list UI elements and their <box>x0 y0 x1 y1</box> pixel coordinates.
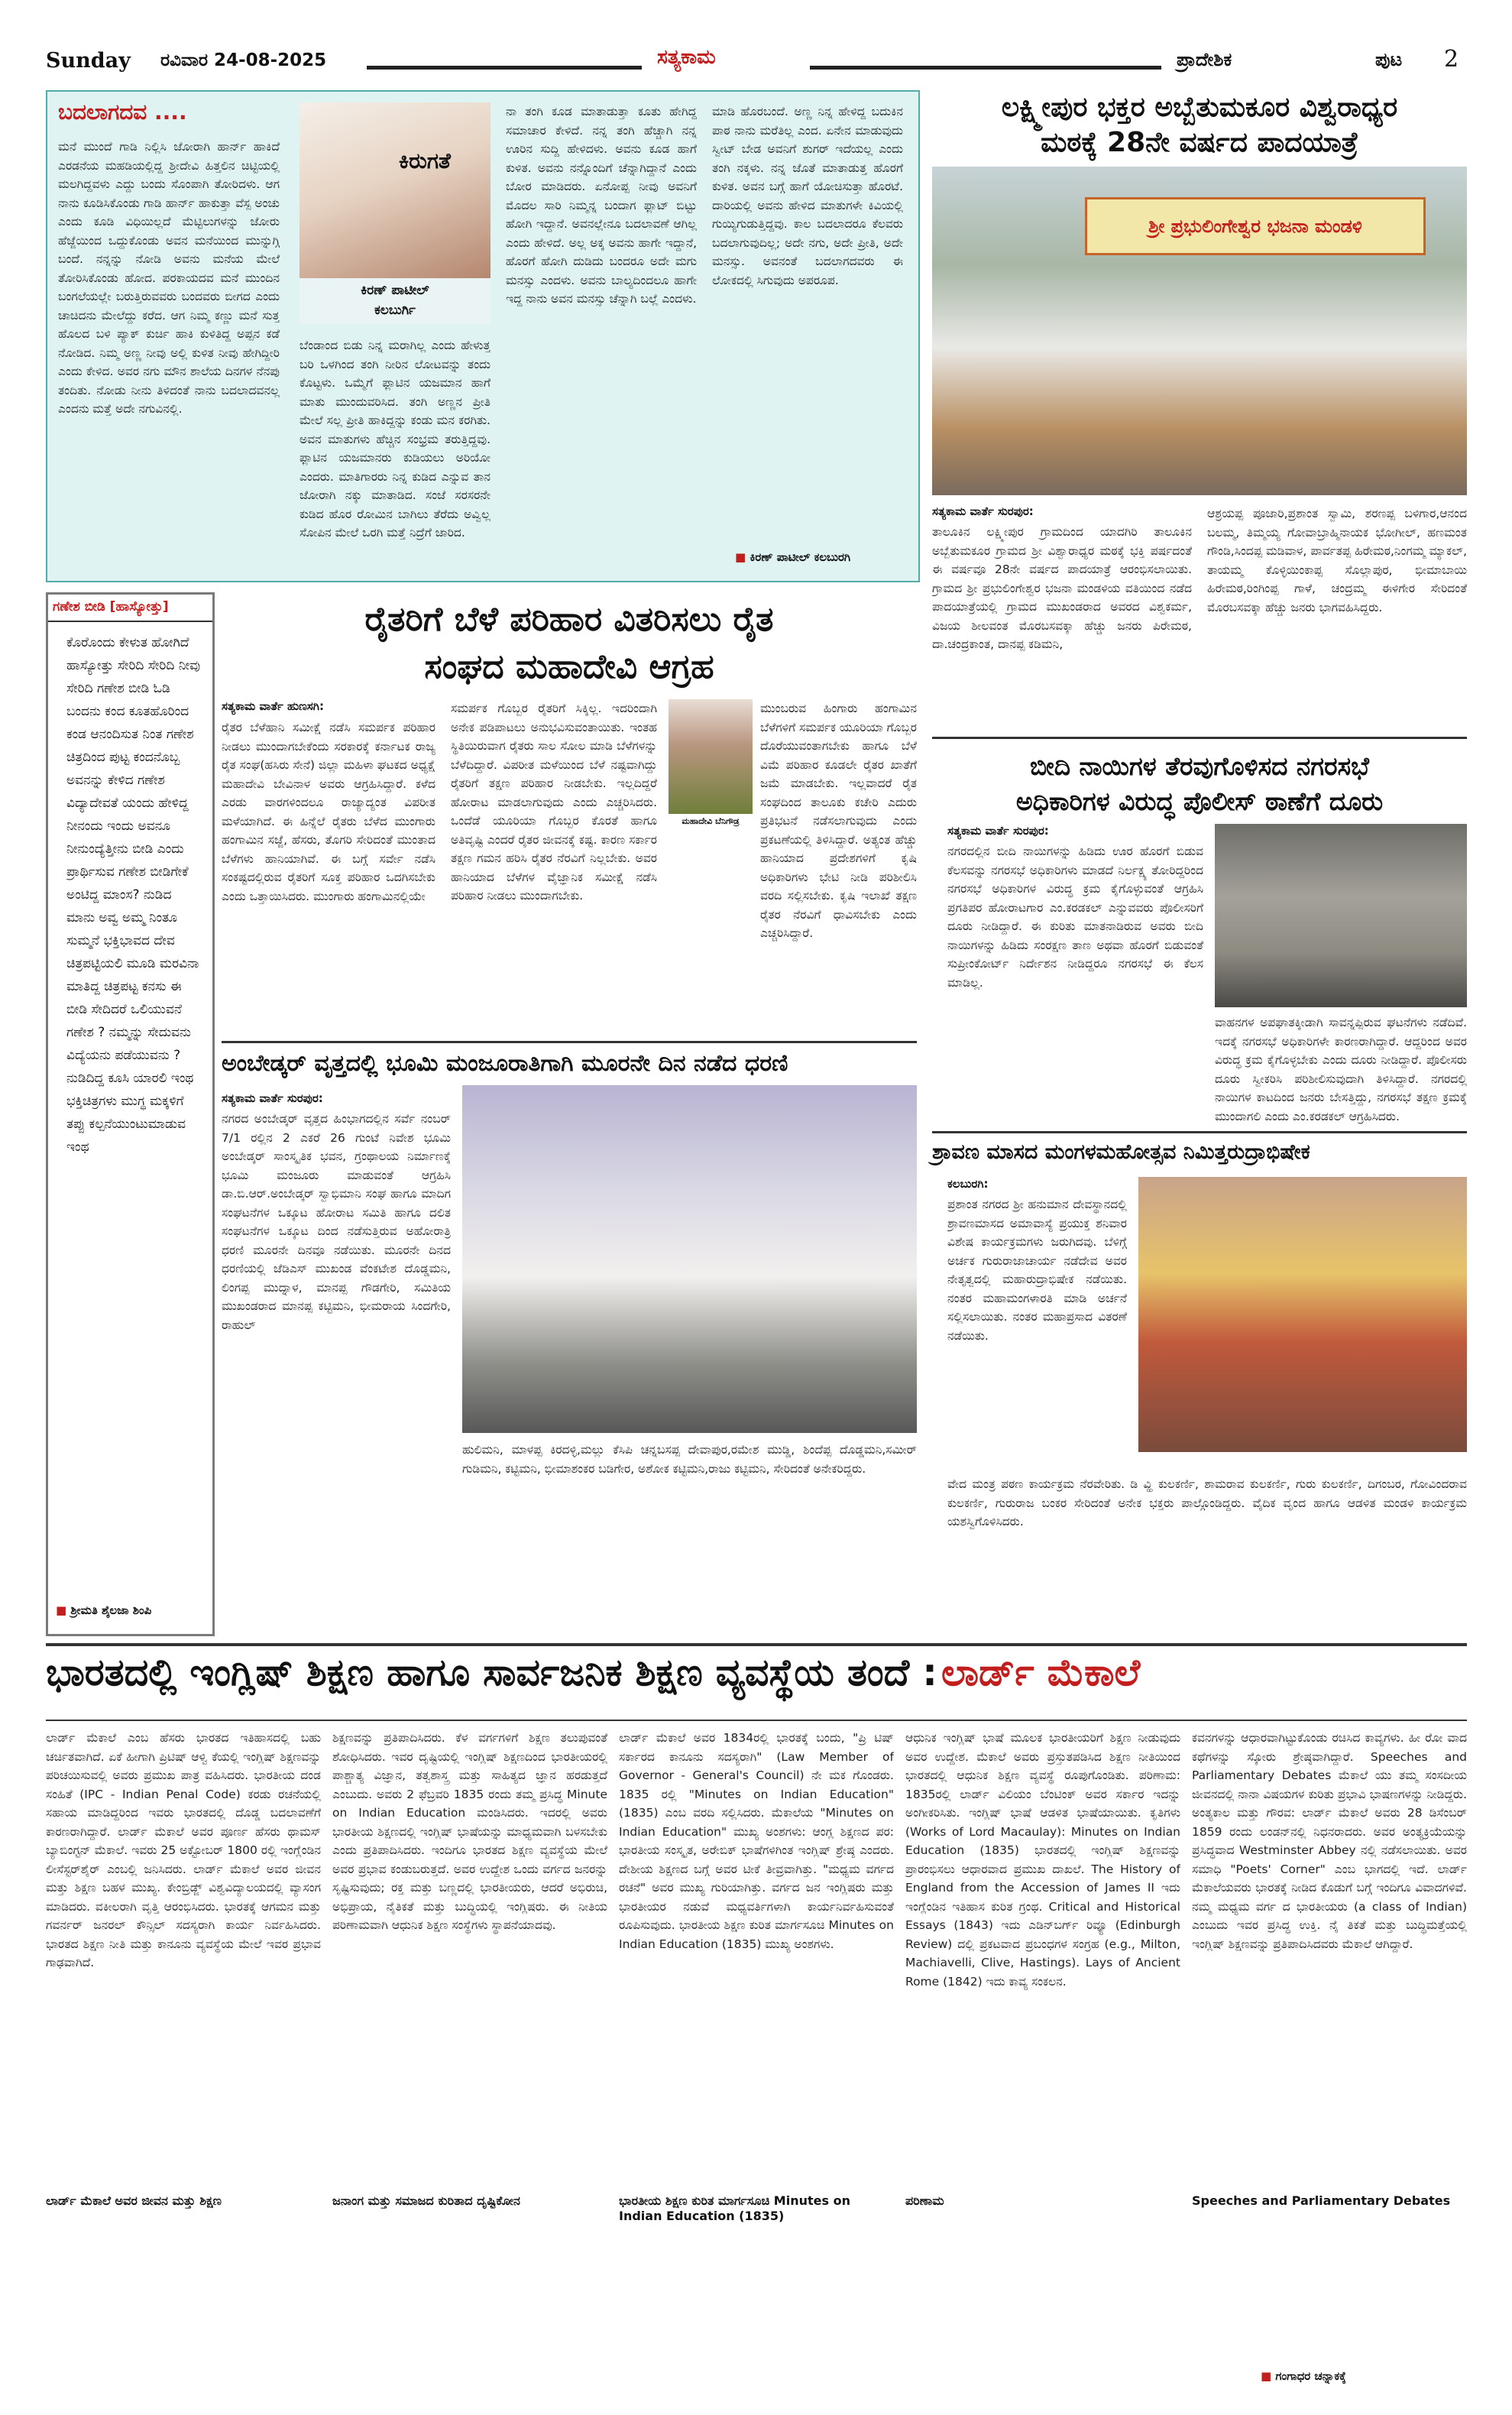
story-text-col3: ನಾ ತಂಗಿ ಕೂಡ ಮಾತಾಡುತ್ತಾ ಕೂತು ಹೇಗಿದ್ದ ಸಮಾಚಾರ ಕೇಳಿದೆ. ನನ್ನ ತಂಗಿ ಹೆಚ್ಚಾಗಿ ನನ್ನ ಊರಿನ ಸುದ್ದಿ ಹೇಳಿದಳು. ಅವನು ಕೂಡ ಹಾಗೆ ಕುಳಿತ. ಅವನು ನನ್ನೊಂದಿಗೆ ಚೆನ್ನಾಗಿದ್ದಾನೆ ಎಂದು ಬೋರ ಮಾಡಿದರು. ಏನೋಪ್ಪ ನೀವು ಅವನಿಗೆ ಮೊದಲ ಸಾರಿ ನಿಮ್ಮನ್ನ ಬಂದಾಗ ಫ್ಲಾಟ್ ಬಿಟ್ಟು ಹೋಗಿ ಇದ್ದಾನೆ. ಅವನಲ್ಲೇನೂ ಬದಲಾವಣೆ ಆಗಿಲ್ಲ ಎಂದು ಹೇಳಿದೆ. ಅಲ್ಲ ಅಕ್ಕ ಅವನು ಹಾಗೇ ಇದ್ದಾನೆ, ಹೊರಗೆ ಹೋಗಿ ದುಡಿದು ಬಂದರೂ ಅದೇ ಮಗು ಮನಸ್ಸು ಎಂದಳು. ಅವನು ಬಾಲ್ಯದಿಂದಲೂ ಹಾಗೇ ಇದ್ದ ನಾನು ಅವನ ಮನಸ್ಸು ಚೆನ್ನಾಗಿ ಬಲ್ಲೆ ಎಂದಳು. <box>506 105 697 306</box>
bele-headline-line2: ಸಂಘದ ಮಹಾದೇವಿ ಆಗ್ರಹ <box>424 647 714 686</box>
ambedkar-photo <box>462 1085 917 1433</box>
masthead-date: ರವಿವಾರ 24-08-2025 <box>160 50 327 70</box>
padayatre-photo <box>932 167 1467 495</box>
ambedkar-headline: ಅಂಬೇಡ್ಕರ್ ವೃತ್ತದಲ್ಲಿ ಭೂಮಿ ಮಂಜೂರಾತಿಗಾಗಿ ಮೂರನೇ ದಿನ ನಡೆದ ಧರಣಿ <box>222 1050 788 1077</box>
photo-caption-place: ಕಲಬುರ್ಗಿ <box>374 303 416 318</box>
story-text-col2: ಬೆಂಡಾಂದ ಬಿಡು ನಿನ್ನ ಮರಾಗಿಲ್ಲ ಎಂದು ಹೇಳುತ್ತ ಬರಿ ಒಳಗಿಂದ ತಂಗಿ ನೀರಿನ ಲೋಟವನ್ನು ತಂದು ಕೊಟ್ಟಳು. ಒಮ್ಮೆಗೆ ಫ್ಲಾಟಿನ ಯಜಮಾನ ಹಾಗೆ ಮಾತು ಮುಂದುವರಿಸಿದ. ತಂಗಿ ಅಣ್ಣನ ಪ್ರೀತಿ ಮೇಲೆ ಸಲ್ಲ ಪ್ರೀತಿ ಹಾಕಿದ್ದನ್ನು ಕಂಡು ಮನ ಕರಗಿತು. ಅವನ ಮಾತುಗಳು ಹೆಚ್ಚಿನ ಸಂಭ್ರಮ ತರುತ್ತಿದ್ದವು. ಫ್ಲಾಟಿನ ಯಜಮಾನರು ಕುಡಿಯಲು ಅರಿಯೋ ಎಂದರು. ಮಾತಿಗಾರರು ನಿನ್ನ ಕುಡಿದ ಎನ್ನುವ ತಾನ ಜೋರಾಗಿ ನಕ್ಕು ಮಾತಾಡಿದ. ಸಂಜೆ ಸರಸರನೇ ಕುಡಿದ ಹೊರ ರೋಮಿನ ಬಾಗಿಲು ತೆರೆದು ಅವ್ವಿಲ್ಲ ಸೋಪಿನ ಮೇಲೆ ಒರಗಿ ಮತ್ತೆ ನಿದ್ರೆಗೆ ಜಾರಿದ. <box>299 339 491 540</box>
divider <box>46 1720 1467 1721</box>
poem-title: ಗಣೇಶ ಬೀಡಿ [ಹಾಸ್ಯೋತ್ತು] <box>53 599 169 614</box>
ambedkar-text: ನಗರದ ಅಂಬೇಡ್ಕರ್ ವೃತ್ತದ ಹಿಂಭಾಗದಲ್ಲಿನ ಸರ್ವೆ ನಂಬರ್ 7/1 ರಲ್ಲಿನ 2 ಎಕರೆ 26 ಗುಂಟೆ ನಿವೇಶ ಭೂಮಿ ಅಂಬೇಡ್ಕರ್ ಸಾಂಸ್ಕೃತಿಕ ಭವನ, ಗ್ರಂಥಾಲಯ ನಿರ್ಮಾಣಕ್ಕೆ ಭೂಮಿ ಮಂಜೂರು ಮಾಡುವಂತೆ ಆಗ್ರಹಿಸಿ ಡಾ.ಬಿ.ಆರ್.ಅಂಬೇಡ್ಕರ್ ಸ್ವಾಭಿಮಾನಿ ಸಂಘ ಹಾಗೂ ಮಾದಿಗ ಸಂಘಟನೆಗಳ ಒಕ್ಕೂಟ ಹೋರಾಟ ಸಮಿತಿ ಹಾಗೂ ದಲಿತ ಸಂಘಟನೆಗಳ ಒಕ್ಕೂಟ ದಿಂದ ನಡೆಸುತ್ತಿರುವ ಅಹೋರಾತ್ರಿ ಧರಣಿ ಮೂರನೇ ದಿನವೂ ನಡೆಯಿತು. ಮೂರನೇ ದಿನದ ಧರಣಿಯಲ್ಲಿ ಜೆಡಿಎಸ್ ಮುಖಂಡ ವೆಂಕಟೇಶ ದೊಡ್ಡಮನಿ, ಲಿಂಗಪ್ಪ ಮುದ್ನಾಳ, ಮಾನಪ್ಪ ಗೌಡಗೇರಿ, ಸಮಿತಿಯ ಮುಖಂಡರಾದ ಮಾನಪ್ಪ ಕಟ್ಟಿಮನಿ, ಭೀಮರಾಯ ಸಿಂದಗೇರಿ, ರಾಹುಲ್ <box>222 1112 451 1332</box>
macaulay-subhead-col2: ಜನಾಂಗ ಮತ್ತು ಸಮಾಜದ ಕುರಿತಾದ ದೃಷ್ಟಿಕೋನ <box>332 2193 520 2208</box>
masthead-rule-right <box>810 66 1161 70</box>
bele-portrait-caption: ಮಹಾದೇವಿ ಬೆನಿಗೌಡ್ರ <box>682 816 740 826</box>
divider <box>46 1643 1467 1646</box>
divider <box>222 1041 917 1043</box>
macaulay-headline-main: ಭಾರತದಲ್ಲಿ ಇಂಗ್ಲಿಷ್ ಶಿಕ್ಷಣ ಹಾಗೂ ಸಾರ್ವಜನಿಕ ಶಿಕ್ಷಣ ವ್ಯವಸ್ಥೆಯ ತಂದೆ : <box>46 1651 937 1694</box>
macaulay-headline <box>46 1651 1467 1712</box>
masthead-day: Sunday <box>46 49 131 73</box>
macaulay-subhead-col5: Speeches and Parliamentary Debates <box>1192 2193 1451 2208</box>
shravana-caption: ವೇದ ಮಂತ್ರ ಪಠಣ ಕಾರ್ಯಕ್ರಮ ನೆರವೇರಿತು. ಡಿ ವ್ಹಿ ಕುಲಕರ್ಣಿ, ಶಾಮರಾವ ಕುಲಕರ್ಣಿ, ಗುರು ಕುಲಕರ್ಣಿ, ದಿಗಂಬರ, ಗೋವಿಂದರಾವ ಕುಲಕರ್ಣಿ, ಗುರುರಾಜ ಬಂಕರ ಸೇರಿದಂತೆ ಅನೇಕ ಭಕ್ತರು ಪಾಲ್ಗೊಂಡಿದ್ದರು. ವೈದಿಕ ವೃಂದ ಹಾಗೂ ಆಡಳಿತ ಮಂಡಳಿ ಕಾರ್ಯಕ್ರಮ ಯಶಸ್ವಿಗೊಳಿಸಿದರು. <box>947 1477 1467 1528</box>
shravana-text: ಪ್ರಶಾಂತ ನಗರದ ಶ್ರೀ ಹನುಮಾನ ದೇವಸ್ಥಾನದಲ್ಲಿ ಶ್ರಾವಣಮಾಸದ ಅಮಾವಾಸ್ಯೆ ಪ್ರಯುಕ್ತ ಶನಿವಾರ ವಿಶೇಷ ಕಾರ್ಯಕ್ರಮಗಳು ಜರುಗಿದವು. ಬೆಳಿಗ್ಗೆ ಅರ್ಚಕ ಗುರುರಾಜಾಚಾರ್ಯ ನಡೆದೇವ ಅವರ ನೇತೃತ್ವದಲ್ಲಿ ಮಹಾರುದ್ರಾಭಿಷೇಕ ನಡೆಯಿತು. ನಂತರ ಮಹಾಮಂಗಳಾರತಿ ಮಾಡಿ ಅರ್ಚನೆ ಸಲ್ಲಿಸಲಾಯಿತು. ನಂತರ ಮಹಾಪ್ರಸಾದ ವಿತರಣೆ ನಡೆಯಿತು. <box>947 1198 1127 1343</box>
macaulay-subhead-col4: ಪರಿಣಾಮ <box>905 2193 944 2208</box>
padayatre-text-col2: ಆಶ್ರಯಪ್ಪ ಪೂಜಾರಿ,ಪ್ರಶಾಂತ ಸ್ವಾಮಿ, ಶರಣಪ್ಪ ಬಳಿಗಾರ,ಆನಂದ ಬಲಮ್ಮ, ತಿಮ್ಮಯ್ಯ ಗೋವಾಬ್ರಾಹ್ಮಿನಾಯಕ ಭೋಗೀಲ್, ಹಣಮಂತ ಗೌಂಡಿ,ಸಿಂದಪ್ಪ ಮಡಿವಾಳ, ಪಾರ್ವತಪ್ಪ ಹಿರೇಮಠ,ನಿಂಗಮ್ಮ ಮ್ಯಾಕಲ್, ತಾಯಮ್ಮ ಕೊಳ್ಳಿಯಿಂಕಾಪ್ಪ ಸೊಲ್ಲಾಪುರ, ಭೀಮಾಬಾಯಿ ಹಿರೇಮಠ,ರಿಂಗಿಂಪ್ಪ ಗಾಳೆ, ಚಂದ್ರಮ್ಮ ಈಳಿಗೇರ ಸೇರಿದಂತೆ ಮೊರಬಸವಕ್ಕಾ ಹೆಚ್ಚು ಜನರು ಭಾಗವಹಿಸಿದ್ದರು. <box>1207 507 1467 614</box>
bele-text-col1: ರೈತರ ಬೆಳೆಹಾನಿ ಸಮೀಕ್ಷೆ ನಡೆಸಿ ಸಮರ್ಪಕ ಪರಿಹಾರ ನೀಡಲು ಮುಂದಾಗಬೇಕೆಂದು ಸರಕಾರಕ್ಕೆ ಕರ್ನಾಟಕ ರಾಜ್ಯ ರೈತ ಸಂಘ(ಹಸಿರು ಸೇನೆ) ಜಿಲ್ಲಾ ಮಹಿಳಾ ಘಟಕದ ಅಧ್ಯಕ್ಷೆ ಮಹಾದೇವಿ ಬೇವಿನಾಳ ಅವರು ಆಗ್ರಹಿಸಿದ್ದಾರೆ. ಕಳೆದ ಎರಡು ವಾರಗಳಿಂದಲೂ ರಾಜ್ಯಾದ್ಯಂತ ವಿಪರೀತ ಮಳೆಯಾಗಿದೆ. ಈ ಹಿನ್ನೆಲೆ ರೈತರು ಬೆಳೆದ ಮುಂಗಾರು ಹಂಗಾಮಿನ ಸಜ್ಜೆ, ಹೆಸರು, ತೊಗರಿ ಸೇರಿದಂತೆ ಮುಂತಾದ ಬೆಳೆಗಳು ಹಾನಿಯಾಗಿವೆ. ಈ ಬಗ್ಗೆ ಸರ್ವೇ ನಡೆಸಿ ಸಂಕಷ್ಟದಲ್ಲಿರುವ ರೈತರಿಗೆ ಸೂಕ್ತ ಪರಿಹಾರ ಒದಗಿಸಬೇಕು ಎಂದು ಒತ್ತಾಯಿಸಿದರು. ಮುಂಗಾರು ಹಂಗಾಮಿನಲ್ಲಿಯೇ <box>222 721 435 903</box>
photo-tag: ಕಿರುಗತೆ <box>399 148 451 173</box>
masthead-page-number: 2 <box>1444 46 1459 73</box>
macaulay-headline-red: ಲಾರ್ಡ್ ಮೆಕಾಲೆ <box>941 1651 1141 1694</box>
story-text-col1: ಮನೆ ಮುಂದೆ ಗಾಡಿ ನಿಲ್ಲಿಸಿ ಜೋರಾಗಿ ಹಾರ್ನ್ ಹಾಕಿದೆ ಎರಡನೆಯ ಮಹಡಿಯಲ್ಲಿದ್ದ ಶ್ರೀದೇವಿ ಹಿತ್ತಲಿನ ಚಿಟ್ಟಿಯಲ್ಲಿ ಮಲಗಿದ್ದವಳು ಎದ್ದು ಬಂದು ಸೊಂಪಾಗಿ ತೋರಿದಳು. ಆಗ ನಾನು ಕೂಡಿಸಿಕೊಂಡು ಗಾಡಿ ಹಾರ್ನ್ ಹಾಕುತ್ತಾ ವೆಸ್ಪ ಅಂಚು ಎಂದು ಕೂಡಿ ವಿಧಿಯಿಲ್ಲದೆ ಮೆಟ್ಟಿಲುಗಳನ್ನು ಜೋರು ಹೆಜ್ಜೆಯಿಂದ ಒದ್ದುಕೊಂಡು ಅವನ ಮನೆಯಿಂದ ಮುನ್ನುಗ್ಗಿ ಬಂದೆ. ನನ್ನನ್ನು ನೋಡಿ ಅವನು ಮನೆಯ ಮೇಲೆ ತೋರಿಸಿಕೊಂಡು ಹೋದ. ಪರಕಾಯದವ ಮನೆ ಮುಂದಿನ ಬಂಗಲೆಯಲ್ಲೇ ಬರುತ್ತಿರುವವರು ಬಂದವರು ಬೀಗದ ಎಂದು ಚಾಚಿದನು ಮೇಲೆದ್ದು ಕರೆದ. ಆಗ ನಿಮ್ಮ ಕಣ್ಣು ಮನೆ ಸುತ್ತ ಹೊಲದ ಬಳಿ ಪ್ಯಾಕ್ ಕುರ್ಚಿ ಹಾಕಿ ಕುಳಿತಿದ್ದ ಅಪ್ಪನ ಕಡೆ ನೋಡಿದ. ನಿಮ್ಮ ಅಣ್ಣ ನೀವು ಅಲ್ಲಿ ಕುಳಿತ ನೀವು ಹೇಗಿದ್ದೀರಿ ಎಂದು ಕೇಳಿದ. ಅವರ ನಗು ಮೌನ ಶಾಲೆಯ ದಿನಗಳ ನೆನಪು ತಂದಿತು. ನೋಡು ನೀನು ತಿಳಿದಂತೆ ನಾನು ಬದಲಾದವನಲ್ಲ ಎಂದನು ಮತ್ತೆ ಅದೇ ನಗುವಿನಲ್ಲಿ. <box>58 140 280 416</box>
ambedkar-caption: ಹುಲಿಮನಿ, ಮಾಳಪ್ಪ ಕಿರದಳ್ಳಿ,ಮಲ್ಲು ಕೆಸಿಪಿ ಚನ್ನಬಸಪ್ಪ ದೇವಾಪುರ,ರಮೇಶ ಮುಡ್ಡಿ, ಶಿಂದೆಪ್ಪ ದೊಡ್ಡಮನಿ,ಸಮೀರ್ ಗುಡಿಮನಿ, ಕಟ್ಟಿಮನಿ, ಭೀಮಾಶಂಕರ ಬಡಿಗೇರ, ಅಶೋಕ ಕಟ್ಟಿಮನಿ,ರಾಜು ಕಟ್ಟಿಮನಿ, ಸೇರಿದಂತೆ ಅನೇಕರಿದ್ದರು. <box>462 1443 917 1476</box>
macaulay-text-col3: ಲಾರ್ಡ್ ಮೆಕಾಲೆ ಅವರ 1834ರಲ್ಲಿ ಭಾರತಕ್ಕೆ ಬಂದು, "ಪ್ರಿ ಟಿಷ್ ಸರ್ಕಾರದ ಕಾನೂನು ಸದಸ್ಯರಾಗಿ" (Law Member of Governor - General's Council) ನೇ ಮಕ ಗೊಂಡರು. 1835 ರಲ್ಲಿ "Minutes on Indian Education" (1835) ಎಂಬ ವರದಿ ಸಲ್ಲಿಸಿದರು. ಮೆಕಾಲೆಯ "Minutes on Indian Education" ಮುಖ್ಯ ಅಂಶಗಳು: ಆಂಗ್ಲ ಶಿಕ್ಷಣದ ಪರ: ಭಾರತೀಯ ಸಂಸ್ಕೃತ, ಅರೇಬಿಕ್ ಭಾಷೆಗಳಿಗಿಂತ ಇಂಗ್ಲಿಷ್ ಶ್ರೇಷ್ಠ ಎಂದರು. ದೇಶೀಯ ಶಿಕ್ಷಣದ ಬಗ್ಗೆ ಅವರ ಟೀಕೆ ತೀವ್ರವಾಗಿತ್ತು. "ಮಧ್ಯಮ ವರ್ಗದ ರಚನೆ" ಅವರ ಮುಖ್ಯ ಗುರಿಯಾಗಿತ್ತು. ವರ್ಗದ ಜನ ಇಂಗ್ಲಿಷರು ಮತ್ತು ಭಾರತೀಯರ ನಡುವೆ ಮಧ್ಯವರ್ತಿಗಳಾಗಿ ಕಾರ್ಯನಿರ್ವಹಿಸುವಂತೆ ರೂಪಿಸುವುದು. ಭಾರತೀಯ ಶಿಕ್ಷಣ ಕುರಿತ ಮಾರ್ಗಸೂಚಿ Minutes on Indian Education (1835) ಮುಖ್ಯ ಅಂಶಗಳು. <box>619 1731 894 1951</box>
police-headline-line2: ಅಧಿಕಾರಿಗಳ ವಿರುದ್ಧ ಪೊಲೀಸ್ ಠಾಣೆಗೆ ದೂರು <box>1015 786 1384 816</box>
padayatre-headline-line2: ಮಠಕ್ಕೆ 28ನೇ ವರ್ಷದ ಪಾದಯಾತ್ರೆ <box>1041 127 1358 158</box>
masthead-brand: ಸತ್ಯಕಾಮ <box>657 46 716 69</box>
divider <box>932 1131 1467 1133</box>
macaulay-text-col1: ಲಾರ್ಡ್ ಮೆಕಾಲೆ ಎಂಬ ಹೆಸರು ಭಾರತದ ಇತಿಹಾಸದಲ್ಲಿ ಬಹು ಚರ್ಚಿತವಾಗಿದೆ. ಏಕೆ ಹೀಗಾಗಿ ಪ್ರಿಟಿಷ್ ಆಳ್ವಿ ಕೆಯಲ್ಲಿ ಇಂಗ್ಲಿಷ್ ಶಿಕ್ಷಣವನ್ನು ಪರಿಚಯಿಸುವಲ್ಲಿ ಅವರು ಪ್ರಮುಖ ಪಾತ್ರ ವಹಿಸಿದರು. ಭಾರತೀಯ ದಂಡ ಸಂಹಿತೆ (IPC - Indian Penal Code) ಕರಡು ರಚನೆಯಲ್ಲಿ ಸಹಾಯ ಮಾಡಿದ್ದರಿಂದ ಇವರು ಭಾರತದಲ್ಲಿ ದೊಡ್ಡ ಬದಲಾವಣೆಗೆ ಕಾರಣರಾಗಿದ್ದಾರೆ. ಲಾರ್ಡ್ ಮೆಕಾಲೆ ಅವರ ಪೂರ್ಣ ಹೆಸರು ಥಾಮಸ್ ಬ್ಯಾಬಿಂಗ್ಟನ್ ಮೆಕಾಲೆ. ಇವರು 25 ಅಕ್ಟೋಬರ್ 1800 ರಲ್ಲಿ ಇಂಗ್ಲೆಂಡಿನ ಲೀಸೆಸ್ಟರ್‌ಶೈರ್ ಎಂಬಲ್ಲಿ ಜನಿಸಿದರು. ಲಾರ್ಡ್ ಮೆಕಾಲೆ ಅವರ ಜೀವನ ಮತ್ತು ಶಿಕ್ಷಣ ಬಹಳ ಮುಖ್ಯ. ಕೇಂಬ್ರಿಡ್ಜ್ ವಿಶ್ವವಿದ್ಯಾಲಯದಲ್ಲಿ ವ್ಯಾಸಂಗ ಮಾಡಿದರು. ವಕೀಲರಾಗಿ ವೃತ್ತಿ ಆರಂಭಿಸಿದರು. ಭಾರತಕ್ಕೆ ಆಗಮನ ಮತ್ತು ಗವರ್ನರ್ ಜನರಲ್ ಕೌನ್ಸಿಲ್ ಸದಸ್ಯರಾಗಿ ಕಾರ್ಯ ನಿರ್ವಹಿಸಿದರು. ಭಾರತದ ಶಿಕ್ಷಣ ನೀತಿ ಮತ್ತು ಕಾನೂನು ವ್ಯವಸ್ಥೆಯ ಮೇಲೆ ಇವರ ಪ್ರಭಾವ ಗಾಢವಾಗಿದೆ. <box>46 1731 321 1969</box>
divider <box>48 621 212 622</box>
story-text-col4: ಮಾಡಿ ಹೊರಬಂದೆ. ಅಣ್ಣ ನಿನ್ನ ಹೇಳಿದ್ದ ಬದುಕಿನ ಪಾಠ ನಾನು ಮರೆತಿಲ್ಲ ಎಂದ. ಏನೇನ ಮಾಡುವುದು ಸ್ವೀಟ್ ಬೇಡ ಅವನಿಗೆ ಶುಗರ್ ಇದೆಯಲ್ಲ ಎಂದು ತಂಗಿ ನಕ್ಕಳು. ನನ್ನ ಜೊತೆ ಮಾತಾಡುತ್ತ ಹೊರಗೆ ಕುಳಿತ. ಅವನ ಬಗ್ಗೆ ಹಾಗೆ ಯೋಚಿಸುತ್ತಾ ಹೊರಟೆ. ದಾರಿಯಲ್ಲಿ ಅವನು ಹೇಳಿದ ಮಾತುಗಳೇ ಕಿವಿಯಲ್ಲಿ ಗುಯ್ಯಿಗುಡುತ್ತಿದ್ದವು. ಕಾಲ ಬದಲಾದರೂ ಕೆಲವರು ಬದಲಾಗುವುದಿಲ್ಲ; ಅದೇ ನಗು, ಅದೇ ಪ್ರೀತಿ, ಅದೇ ಮನಸ್ಸು. ಅವನಂತೆ ಬದಲಾಗದವರು ಈ ಲೋಕದಲ್ಲಿ ಸಿಗುವುದು ಅಪರೂಪ. <box>712 105 903 287</box>
bele-text-col2: ಸಮರ್ಪಕ ಗೊಬ್ಬರ ರೈತರಿಗೆ ಸಿಕ್ಕಿಲ್ಲ. ಇದರಿಂದಾಗಿ ಅನೇಕ ಪಡಿಪಾಟಲು ಅನುಭವಿಸುವಂತಾಯಿತು. ಇಂತಹ ಸ್ಥಿತಿಯಿರುವಾಗ ರೈತರು ಸಾಲ ಸೋಲ ಮಾಡಿ ಬೆಳೆಗಳನ್ನು ಬೆಳೆದಿದ್ದಾರೆ. ವಿಪರೀತ ಮಳೆಯಿಂದ ಬೆಳೆ ನಷ್ಟವಾಗಿದ್ದು ರೈತರಿಗೆ ತಕ್ಷಣ ಪರಿಹಾರ ನೀಡಬೇಕು. ಇಲ್ಲದಿದ್ದರೆ ಹೋರಾಟ ಮಾಡಲಾಗುವುದು ಎಂದು ಎಚ್ಚರಿಸಿದರು. ಒಂದೆಡೆ ಯೂರಿಯಾ ಗೊಬ್ಬರ ಕೊರತೆ ಹಾಗೂ ಅತಿವೃಷ್ಟಿ ಎಂದರೆ ರೈತರ ಜೀವನಕ್ಕೆ ಕಷ್ಟ. ಕಾರಣ ಸರ್ಕಾರ ತಕ್ಷಣ ಗಮನ ಹರಿಸಿ ರೈತರ ನೆರವಿಗೆ ನಿಲ್ಲಬೇಕು. ಅವರ ಹಾನಿಯಾದ ಬೆಳೆಗಳ ವೈಜ್ಞಾನಿಕ ಸಮೀಕ್ಷೆ ನಡೆಸಿ ಪರಿಹಾರ ನೀಡಲು ಮುಂದಾಗಬೇಕು. <box>451 702 657 903</box>
poem-signature: ■ ಶ್ರೀಮತಿ ಶೈಲಜಾ ಶಿಂಪಿ <box>56 1603 151 1617</box>
poem-text: ಕೊರೊಂದು ಕೇಳುತ ಹೋಗಿದೆ ಹಾಸ್ಯೋತ್ತು ಸೇರಿದಿ ಸೇರಿದಿ ನೀವು ಸೇರಿದಿ ಗಣೇಶ ಬೀಡಿ ಓಡಿ ಬಂದನು ಕಂದ ಕೂತಹೊರಿಂದ ಕಂಡ ಆನಂದಿಸುತ ನಿಂತ ಗಣೇಶ ಚಿತ್ರದಿಂದ ಪುಟ್ಟ ಕಂದನೊಬ್ಬ ಅವನನ್ನು ಕೇಳಿದ ಗಣೇಶ ವಿದ್ಯಾದೇವತೆ ಯಂದು ಹೇಳಿದ್ದ ನೀನಂದು ಇಂದು ಅವನೂ ನೀನುಂದ್ಯೆತ್ತೀನು ಬೀಡಿ ಎಂದು ಪ್ರಾರ್ಥಿಸುವ ಗಣೇಶ ಬೀಡಿಗೇಕೆ ಅಂಟಿದ್ದ ಮಾಂಸ? ನುಡಿದ ಮಾನು ಅವ್ವ ಅಮ್ಮ ನಿಂತೂ ಸುಮ್ಮನೆ ಭಕ್ತಿಭಾವದ ದೇವ ಚಿತ್ರಪಟ್ಟಿಯಲಿ ಮೂಡಿ ಮರವಿನಾ ಮಾತಿದ್ದ ಚಿತ್ರಪಟ್ಟ ಕನಸು ಈ ಬೀಡಿ ಸೇದಿದರೆ ಒಲಿಯುವನೆ ಗಣೇಶ ? ನಮ್ಮನ್ನು ಸೇದುವನು ವಿದ್ಯೆಯನು ಪಡೆಯುವನು ? ನುಡಿದಿದ್ದ ಕೂಸಿ ಯಾರಲಿ ಇಂಥ ಭಕ್ತಿಚಿತ್ರಗಳು ಮುಗ್ಧ ಮಕ್ಕಳಿಗೆ ತಪ್ಪು ಕಲ್ಪನೆಯುಂಟುಮಾಡುವ ಇಂಥ <box>66 635 200 1155</box>
photo-caption-name: ಕಿರಣ್ ಪಾಟೀಲ್ <box>361 283 429 298</box>
police-photo <box>1215 824 1467 1007</box>
masthead-rule-left <box>367 66 642 70</box>
masthead-page-label: ಪುಟ <box>1375 49 1403 70</box>
macaulay-subhead-col3: ಭಾರತೀಯ ಶಿಕ್ಷಣ ಕುರಿತ ಮಾರ್ಗಸೂಚಿ Minutes on Indian Education (1835) <box>619 2193 850 2223</box>
macaulay-signature: ■ ಗಂಗಾಧರ ಚನ್ನಾಕಕ್ಕೆ <box>1261 2369 1346 2383</box>
masthead <box>46 46 1467 76</box>
police-text-col2: ವಾಹನಗಳ ಅಪಘಾತಕ್ಕೀಡಾಗಿ ಸಾವನ್ನಪ್ಪಿರುವ ಘಟನೆಗಳು ನಡೆದಿವೆ. ಇದಕ್ಕೆ ನಗರಸಭೆ ಅಧಿಕಾರಿಗಳೇ ಕಾರಣರಾಗಿದ್ದಾರೆ. ಆದ್ದರಿಂದ ಅವರ ವಿರುದ್ಧ ಕ್ರಮ ಕೈಗೊಳ್ಳಬೇಕು ಎಂದು ದೂರು ನೀಡಿದ್ದಾರೆ. ಪೊಲೀಸರು ದೂರು ಸ್ವೀಕರಿಸಿ ಪರಿಶೀಲಿಸುವುದಾಗಿ ತಿಳಿಸಿದ್ದಾರೆ. ನಗರದಲ್ಲಿ ನಾಯಿಗಳ ಕಾಟದಿಂದ ಜನರು ಬೇಸತ್ತಿದ್ದು, ನಗರಸಭೆ ತಕ್ಷಣ ಕ್ರಮಕ್ಕೆ ಮುಂದಾಗಲಿ ಎಂದು ಎಂ.ಕರಡಕಲ್ ಆಗ್ರಹಿಸಿದರು. <box>1215 1016 1467 1123</box>
police-text-col1: ನಗರದಲ್ಲಿನ ಬೀದಿ ನಾಯಿಗಳನ್ನು ಹಿಡಿದು ಊರ ಹೊರಗೆ ಬಿಡುವ ಕೆಲಸವನ್ನು ನಗರಸಭೆ ಅಧಿಕಾರಿಗಳು ಮಾಡದೆ ನಿರ್ಲಕ್ಷ್ಯ ತೋರಿದ್ದರಿಂದ ನಗರಸಭೆ ಅಧಿಕಾರಿಗಳ ವಿರುದ್ಧ ಕ್ರಮ ಕೈಗೊಳ್ಳುವಂತೆ ಆಗ್ರಹಿಸಿ ಪ್ರಗತಿಪರ ಹೋರಾಟಗಾರ ಎಂ.ಕರಡಕಲ್ ಎನ್ನುವವರು ಪೊಲೀಸರಿಗೆ ದೂರು ನೀಡಿದ್ದಾರೆ. ಈ ಕುರಿತು ಮಾತನಾಡಿರುವ ಅವರು ಬೀದಿ ನಾಯಿಗಳನ್ನು ಹಿಡಿದು ಸಂರಕ್ಷಣ ತಾಣ ಅಥವಾ ಹೊರಗೆ ಬಿಡುವಂತೆ ಸುಪ್ರೀಂಕೋರ್ಟ್ ನಿರ್ದೇಶನ ನೀಡಿದ್ದರೂ ನಗರಸಭೆ ಈ ಕೆಲಸ ಮಾಡಿಲ್ಲ. <box>947 844 1203 990</box>
bele-headline-line1: ರೈತರಿಗೆ ಬೆಳೆ ಪರಿಹಾರ ವಿತರಿಸಲು ರೈತ <box>364 600 774 639</box>
police-headline-line1: ಬೀದಿ ನಾಯಿಗಳ ತೆರವುಗೊಳಿಸದ ನಗರಸಭೆ <box>1030 751 1369 781</box>
ambedkar-byline: ಸತ್ಯಕಾಮ ವಾರ್ತೆ ಸುರಪುರ: <box>222 1091 323 1105</box>
poem-box-ganesh <box>46 592 215 1636</box>
police-headline <box>932 749 1467 819</box>
story-title: ಬದಲಾಗದವ .... <box>58 99 187 125</box>
bele-portrait <box>669 699 753 814</box>
shravana-headline: ಶ್ರಾವಣ ಮಾಸದ ಮಂಗಳಮಹೋತ್ಸವ ನಿಮಿತ್ತರುದ್ರಾಭಿಷೇಕ <box>932 1140 1310 1164</box>
padayatre-headline <box>932 90 1467 160</box>
author-photo <box>299 102 491 278</box>
divider <box>932 737 1467 739</box>
padayatre-banner: ಶ್ರೀ ಪ್ರಭುಲಿಂಗೇಶ್ವರ ಭಜನಾ ಮಂಡಳಿ <box>1085 197 1426 255</box>
macaulay-text-col2: ಶಿಕ್ಷಣವನ್ನು ಪ್ರತಿಪಾದಿಸಿದರು. ಕೆಳ ವರ್ಗಗಳಿಗೆ ಶಿಕ್ಷಣ ತಲುಪುವಂತೆ ಶೋಧಿಸಿದರು. ಇವರ ದೃಷ್ಟಿಯಲ್ಲಿ ಇಂಗ್ಲಿಷ್ ಶಿಕ್ಷಣದಿಂದ ಭಾರತೀಯರಲ್ಲಿ ಪಾಶ್ಚಾತ್ಯ ವಿಜ್ಞಾನ, ತತ್ವಶಾಸ್ತ್ರ ಮತ್ತು ಸಾಹಿತ್ಯದ ಜ್ಞಾನ ಹರಡುತ್ತದೆ ಎಂಬುದು. ಅವರು 2 ಫೆಬ್ರವರಿ 1835 ರಂದು ತಮ್ಮ ಪ್ರಸಿದ್ಧ Minute on Indian Education ಮಂಡಿಸಿದರು. ಇದರಲ್ಲಿ ಅವರು ಭಾರತೀಯ ಶಿಕ್ಷಣದಲ್ಲಿ ಇಂಗ್ಲಿಷ್ ಭಾಷೆಯನ್ನು ಮಾಧ್ಯಮವಾಗಿ ಬಳಸಬೇಕು ಎಂದು ಪ್ರತಿಪಾದಿಸಿದರು. ಇಂದಿಗೂ ಭಾರತದ ಶಿಕ್ಷಣ ವ್ಯವಸ್ಥೆಯ ಮೇಲೆ ಅವರ ಪ್ರಭಾವ ಕಂಡುಬರುತ್ತದೆ. ಅವರ ಉದ್ದೇಶ ಒಂದು ವರ್ಗದ ಜನರನ್ನು ಸೃಷ್ಟಿಸುವುದು; ರಕ್ತ ಮತ್ತು ಬಣ್ಣದಲ್ಲಿ ಭಾರತೀಯರು, ಆದರೆ ಅಭಿರುಚಿ, ಅಭಿಪ್ರಾಯ, ನೈತಿಕತೆ ಮತ್ತು ಬುದ್ಧಿಯಲ್ಲಿ ಇಂಗ್ಲಿಷರು. ಈ ನೀತಿಯ ಪರಿಣಾಮವಾಗಿ ಆಧುನಿಕ ಶಿಕ್ಷಣ ಸಂಸ್ಥೆಗಳು ಸ್ಥಾಪನೆಯಾದವು. <box>332 1731 607 1932</box>
police-byline: ಸತ್ಯಕಾಮ ವಾರ್ತೆ ಸುರಪುರ: <box>947 824 1049 838</box>
padayatre-text-col1: ತಾಲೂಕಿನ ಲಕ್ಷ್ಮೀಪುರ ಗ್ರಾಮದಿಂದ ಯಾದಗಿರಿ ತಾಲೂಕಿನ ಅಬ್ಬೆತುಮಕೂರ ಗ್ರಾಮದ ಶ್ರೀ ವಿಶ್ವಾರಾಧ್ಯರ ಮಠಕ್ಕೆ ಭಕ್ತಿ ಪರ್ಷದಂತೆ ಈ ವರ್ಷವೂ 28ನೇ ವರ್ಷದ ಪಾದಯಾತ್ರೆ ಆರಂಭಿಸಲಾಯಿತು. ಗ್ರಾಮದ ಶ್ರೀ ಪ್ರಭುಲಿಂಗೇಶ್ವರ ಭಜನಾ ಮಂಡಳಿಯ ವತಿಯಿಂದ ನಡೆದ ಪಾದಯಾತ್ರೆಯಲ್ಲಿ ಗ್ರಾಮದ ಮುಖಂಡರಾದ ಅವರದ ವಿಶ್ವಕರ್ಮ, ವಿಜಯ ಶೀಲವಂತ ಮೊರಬಸವಕ್ಕಾ ಹೆಚ್ಚು ಜನರು ಪಿರೇಮಠ, ದಾ.ಚಂದ್ರಕಾಂತ, ದಾನಪ್ಪ ಕಡಿಮನಿ, <box>932 525 1192 651</box>
macaulay-subhead-col1: ಲಾರ್ಡ್ ಮೆಕಾಲೆ ಅವರ ಜೀವನ ಮತ್ತು ಶಿಕ್ಷಣ <box>46 2193 222 2208</box>
story-box-badalagadava <box>46 90 920 582</box>
shravana-photo <box>1138 1177 1467 1452</box>
masthead-section: ಪ್ರಾದೇಶಿಕ <box>1177 49 1232 70</box>
padayatre-headline-line1: ಲಕ್ಷ್ಮೀಪುರ ಭಕ್ತರ ಅಬ್ಬೆತುಮಕೂರ ವಿಶ್ವರಾಧ್ಯರ <box>1001 92 1398 123</box>
padayatre-byline: ಸತ್ಯಕಾಮ ವಾರ್ತೆ ಸುರಪುರ: <box>932 504 1034 518</box>
story-signature: ■ ಕಿರಣ್ ಪಾಟೀಲ್ ಕಲಬುರಗಿ <box>735 550 850 564</box>
author-photo-box <box>299 102 491 324</box>
bele-text-col3: ಮುಂಬರುವ ಹಿಂಗಾರು ಹಂಗಾಮಿನ ಬೆಳೆಗಳಿಗೆ ಸಮರ್ಪಕ ಯೂರಿಯಾ ಗೊಬ್ಬರ ದೊರೆಯುವಂತಾಗಬೇಕು ಹಾಗೂ ಬೆಳೆ ವಿಮೆ ಪರಿಹಾರ ಕೂಡಲೇ ರೈತರ ಖಾತೆಗೆ ಜಮೆ ಮಾಡಬೇಕು. ಇಲ್ಲವಾದರೆ ರೈತ ಸಂಘದಿಂದ ತಾಲೂಕು ಕಚೇರಿ ಎದುರು ಪ್ರತಿಭಟನೆ ನಡೆಸಲಾಗುವುದು ಎಂದು ಪ್ರಕಟಣೆಯಲ್ಲಿ ತಿಳಿಸಿದ್ದಾರೆ. ಅತ್ಯಂತ ಹೆಚ್ಚು ಹಾನಿಯಾದ ಪ್ರದೇಶಗಳಿಗೆ ಕೃಷಿ ಅಧಿಕಾರಿಗಳು ಭೇಟಿ ನೀಡಿ ಪರಿಶೀಲಿಸಿ ವರದಿ ಸಲ್ಲಿಸಬೇಕು. ಕೃಷಿ ಇಲಾಖೆ ತಕ್ಷಣ ರೈತರ ನೆರವಿಗೆ ಧಾವಿಸಬೇಕು ಎಂದು ಎಚ್ಚರಿಸಿದ್ದಾರೆ. <box>760 702 917 940</box>
macaulay-text-col5: ಕವನಗಳನ್ನು ಆಧಾರವಾಗಿಟ್ಟುಕೊಂಡು ರಚಿಸಿದ ಕಾವ್ಯಗಳು. ಹೀ ರೋ ವಾದ ಕಥೆಗಳನ್ನು ಸ್ಕೋರು ಶ್ರೇಷ್ಠವಾಗಿದ್ದಾರೆ. Speeches and Parliamentary Debates ಮೆಕಾಲೆ ಯು ತಮ್ಮ ಸಂಸದೀಯ ಜೀವನದಲ್ಲಿ ನಾನಾ ವಿಷಯಗಳ ಕುರಿತು ಪ್ರಭಾವಿ ಭಾಷಣಗಳನ್ನು ನೀಡಿದ್ದರು. ಅಂತ್ಯಕಾಲ ಮತ್ತು ಗೌರವ: ಲಾರ್ಡ್ ಮೆಕಾಲೆ ಅವರು 28 ಡಿಸೆಂಬರ್ 1859 ರಂದು ಲಂಡನ್‌ನಲ್ಲಿ ನಿಧನರಾದರು. ಅವರ ಅಂತ್ಯಕ್ರಿಯೆಯನ್ನು ಪ್ರಸಿದ್ಧವಾದ Westminster Abbey ನಲ್ಲಿ ನಡೆಸಲಾಯಿತು. ಅವರ ಸಮಾಧಿ "Poets' Corner" ಎಂಬ ಭಾಗದಲ್ಲಿ ಇದೆ. ಲಾರ್ಡ್ ಮೆಕಾಲೆಯವರು ಭಾರತಕ್ಕೆ ನೀಡಿದ ಕೊಡುಗೆ ಬಗ್ಗೆ ಇಂದಿಗೂ ವಿವಾದಗಳಿವೆ. ನಮ್ಮ ಮಧ್ಯಮ ವರ್ಗ ದ ಭಾರತೀಯರು (a class of Indian) ಎಂಬುದು ಇವರ ಪ್ರಸಿದ್ಧ ಉಕ್ತಿ. ನೈ ತಿಕತೆ ಮತ್ತು ಬುದ್ಧಿಮತ್ತೆಯಲ್ಲಿ ಇಂಗ್ಲಿಷ್ ಶಿಕ್ಷಣವನ್ನು ಪ್ರತಿಪಾದಿಸಿದವರು ಮೆಕಾಲೆ ಆಗಿದ್ದಾರೆ. <box>1192 1731 1467 1951</box>
macaulay-text-col4: ಆಧುನಿಕ ಇಂಗ್ಲಿಷ್ ಭಾಷೆ ಮೂಲಕ ಭಾರತೀಯರಿಗೆ ಶಿಕ್ಷಣ ನೀಡುವುದು ಅವರ ಉದ್ದೇಶ. ಮೆಕಾಲೆ ಅವರು ಪ್ರಸ್ತುತಪಡಿಸಿದ ಶಿಕ್ಷಣ ನೀತಿಯಿಂದ ಭಾರತದಲ್ಲಿ ಆಧುನಿಕ ಶಿಕ್ಷಣ ವ್ಯವಸ್ಥೆ ರೂಪುಗೊಂಡಿತು. ಪರಿಣಾಮ: 1835ರಲ್ಲಿ ಲಾರ್ಡ್ ವಿಲಿಯಂ ಬೆಂಟಿಂಕ್ ಅವರ ಸರ್ಕಾರ ಇದನ್ನು ಅಂಗೀಕರಿಸಿತು. ಇಂಗ್ಲಿಷ್ ಭಾಷೆ ಆಡಳಿತ ಭಾಷೆಯಾಯಿತು. ಕೃತಿಗಳು (Works of Lord Macaulay): Minutes on Indian Education (1835) ಭಾರತದಲ್ಲಿ ಇಂಗ್ಲಿಷ್ ಶಿಕ್ಷಣವನ್ನು ಪ್ರಾರಂಭಿಸಲು ಆಧಾರವಾದ ಪ್ರಮುಖ ದಾಖಲೆ. The History of England from the Accession of James II ಇದು ಇಂಗ್ಲೆಂಡಿನ ಇತಿಹಾಸ ಕುರಿತ ಗ್ರಂಥ. Critical and Historical Essays (1843) ಇದು ಎಡಿನ್‌ಬರ್ಗ್ ರಿವ್ಯೂ (Edinburgh Review) ದಲ್ಲಿ ಪ್ರಕಟವಾದ ಪ್ರಬಂಧಗಳ ಸಂಗ್ರಹ (e.g., Milton, Machiavelli, Clive, Hastings). Lays of Ancient Rome (1842) ಇದು ಕಾವ್ಯ ಸಂಕಲನ. <box>905 1731 1180 1989</box>
bele-headline <box>222 596 917 691</box>
shravana-byline: ಕಲಬುರಗಿ: <box>947 1177 989 1191</box>
bele-byline: ಸತ್ಯಕಾಮ ವಾರ್ತೆ ಹುಣಸಗಿ: <box>222 699 324 713</box>
